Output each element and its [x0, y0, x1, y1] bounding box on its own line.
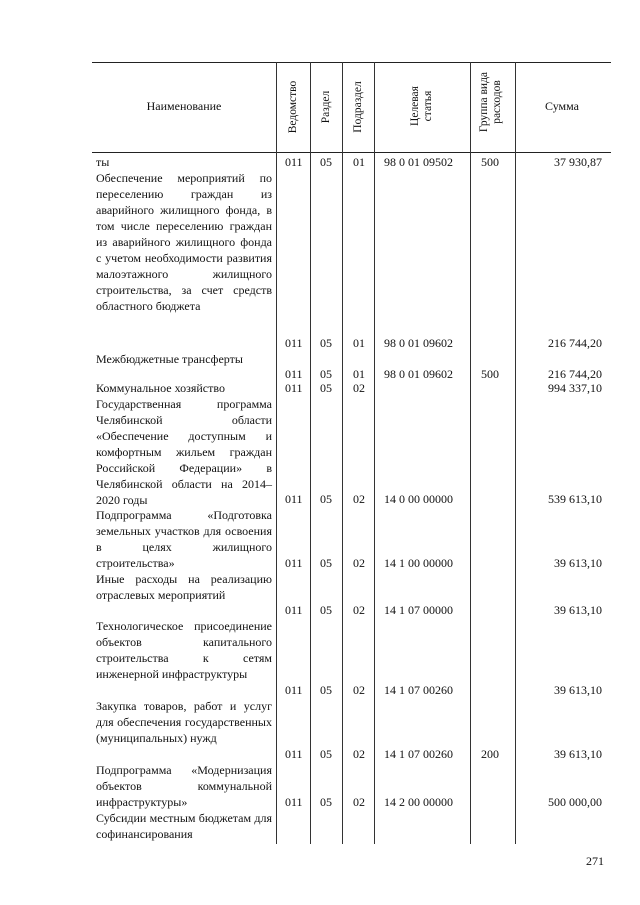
row-3-name: Коммунальное хозяйство: [96, 381, 225, 395]
header-bottom-border: [92, 152, 611, 153]
row-0-dept: 011: [285, 155, 303, 169]
row-8-sub: 02: [353, 747, 365, 761]
row-8-group: 200: [481, 747, 499, 761]
row-10-name: Субсидии местным бюджетам для софинансирования: [96, 811, 272, 841]
header-target-article-2: статья: [422, 90, 434, 122]
header-target-article-1: Целевая: [409, 86, 421, 126]
row-9-name: Подпрограмма «Модернизация объектов коммунальной инфраструктуры»: [96, 763, 272, 809]
row-0-name: ты: [96, 155, 110, 169]
row-1-name: Обеспечение мероприятий по переселению граждан из аварийного жилищного фонда, в том числе переселению граждан из аварийного жилищного фонда с учетом необходимости развития малоэтажного жилищного строительства, за счет средств областного бюджета: [96, 171, 272, 313]
row-7-sec: 05: [320, 683, 332, 697]
row-2-name: Межбюджетные трансферты: [96, 352, 243, 366]
col-divider-group: [515, 62, 516, 844]
row-2-group: 500: [481, 367, 499, 381]
row-2-article: 98 0 01 09602: [384, 367, 453, 381]
row-8-sum: 39 613,10: [554, 747, 602, 761]
header-department: Ведомство: [287, 80, 299, 134]
row-4-sec: 05: [320, 492, 332, 506]
row-2-sub: 01: [353, 367, 365, 381]
row-6-name: Иные расходы на реализацию отраслевых мероприятий: [96, 572, 272, 602]
row-0-sub: 01: [353, 155, 365, 169]
row-5-article: 14 1 00 00000: [384, 556, 453, 570]
row-9-sum: 500 000,00: [548, 795, 602, 809]
row-6-dept: 011: [285, 603, 303, 617]
header-subsection: Подраздел: [352, 81, 364, 133]
row-5-dept: 011: [285, 556, 303, 570]
row-0-sum: 37 930,87: [554, 155, 602, 169]
row-2-sum: 216 744,20: [548, 367, 602, 381]
header-sum: Сумма: [545, 99, 579, 113]
row-8-sec: 05: [320, 747, 332, 761]
row-8-dept: 011: [285, 747, 303, 761]
row-1-sub: 01: [353, 336, 365, 350]
row-3-dept: 011: [285, 381, 303, 395]
header-name: Наименование: [146, 99, 222, 113]
row-1-sum: 216 744,20: [548, 336, 602, 350]
row-5-sum: 39 613,10: [554, 556, 602, 570]
row-0-group: 500: [481, 155, 499, 169]
row-4-name: Государственная программа Челябинской области «Обеспечение доступным и комфортным жильем граждан Российской Федерации» в Челябинской области на 2014–2020 годы: [96, 397, 272, 507]
row-2-sec: 05: [320, 367, 332, 381]
header-section: Раздел: [320, 90, 332, 124]
header-expense-group-2: расходов: [491, 80, 503, 124]
row-3-sec: 05: [320, 381, 332, 395]
row-7-dept: 011: [285, 683, 303, 697]
row-1-dept: 011: [285, 336, 303, 350]
row-6-article: 14 1 07 00000: [384, 603, 453, 617]
row-6-sub: 02: [353, 603, 365, 617]
header-expense-group-1: Группа вида: [478, 71, 490, 133]
row-6-sum: 39 613,10: [554, 603, 602, 617]
row-9-article: 14 2 00 00000: [384, 795, 453, 809]
row-3-sum: 994 337,10: [548, 381, 602, 395]
row-3-sub: 02: [353, 381, 365, 395]
row-9-sec: 05: [320, 795, 332, 809]
col-divider-article: [470, 62, 471, 844]
row-5-name: Подпрограмма «Подготовка земельных участков для освоения в целях жилищного строительства»: [96, 508, 272, 570]
row-1-sec: 05: [320, 336, 332, 350]
page-number: 271: [586, 854, 604, 868]
row-5-sub: 02: [353, 556, 365, 570]
row-6-sec: 05: [320, 603, 332, 617]
row-0-article: 98 0 01 09502: [384, 155, 453, 169]
row-8-name: Закупка товаров, работ и услуг для обеспечения государственных (муниципальных) нужд: [96, 699, 272, 745]
row-4-article: 14 0 00 00000: [384, 492, 453, 506]
row-8-article: 14 1 07 00260: [384, 747, 453, 761]
row-7-name: Технологическое присоединение объектов капитального строительства к сетям инженерной инфраструктуры: [96, 619, 272, 681]
col-divider-sub: [374, 62, 375, 844]
row-7-sum: 39 613,10: [554, 683, 602, 697]
row-2-dept: 011: [285, 367, 303, 381]
row-7-article: 14 1 07 00260: [384, 683, 453, 697]
row-4-sub: 02: [353, 492, 365, 506]
row-5-sec: 05: [320, 556, 332, 570]
col-divider-dept: [310, 62, 311, 844]
col-divider-name: [276, 62, 277, 844]
row-1-article: 98 0 01 09602: [384, 336, 453, 350]
row-4-sum: 539 613,10: [548, 492, 602, 506]
row-9-dept: 011: [285, 795, 303, 809]
row-7-sub: 02: [353, 683, 365, 697]
row-9-sub: 02: [353, 795, 365, 809]
col-divider-sec: [342, 62, 343, 844]
row-0-sec: 05: [320, 155, 332, 169]
row-4-dept: 011: [285, 492, 303, 506]
